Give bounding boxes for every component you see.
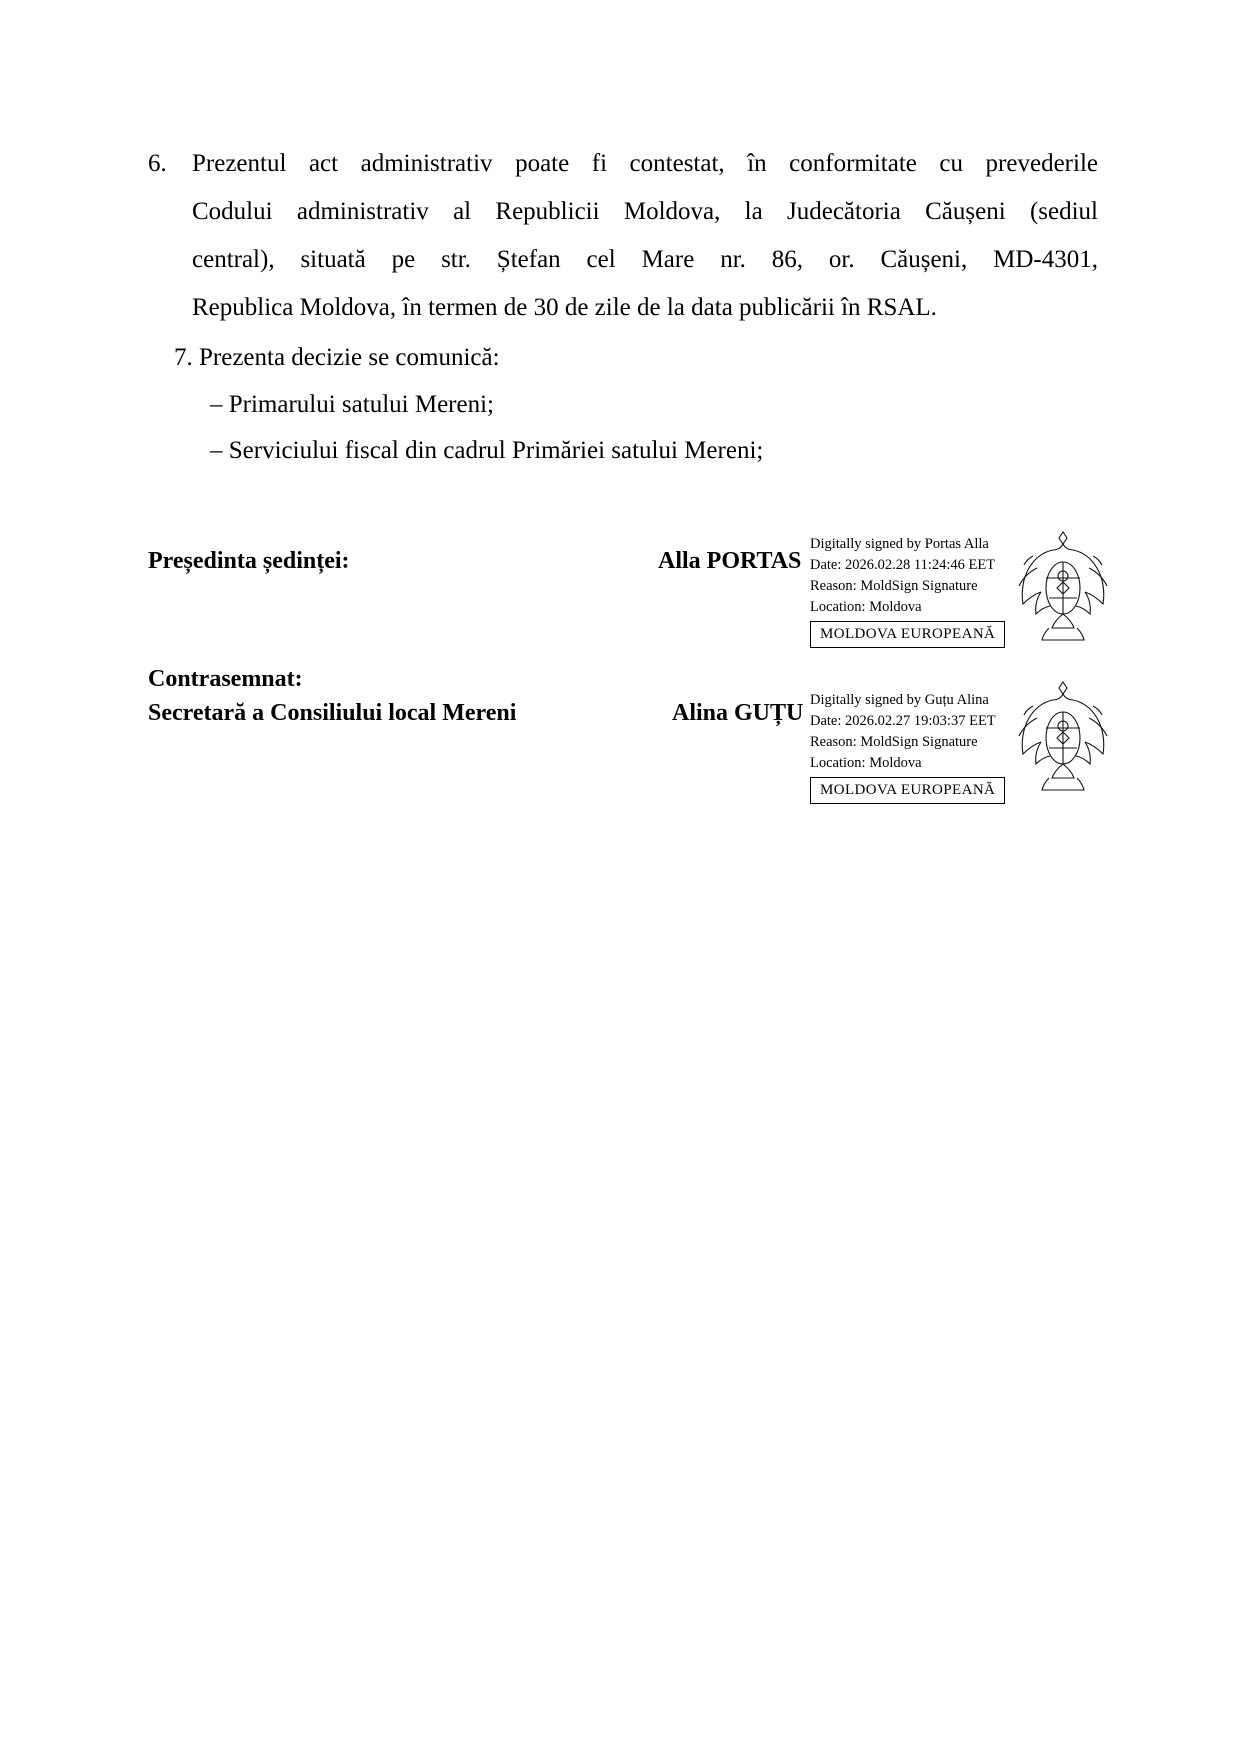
list-item-6-marker: 6. [148, 150, 167, 177]
signature-reason: Reason: MoldSign Signature [810, 734, 978, 750]
signature-badge: MOLDOVA EUROPEANĂ [810, 621, 1005, 648]
list-item-6-text [192, 140, 1098, 332]
list-item-6 [148, 140, 1098, 332]
signature-date: Date: 2026.02.27 19:03:37 EET [810, 713, 996, 729]
list-item-7: 7. Prezenta decizie se comunică: [174, 344, 500, 371]
paragraph-line: Republica Moldova, în termen de 30 de zile de la data publicării în RSAL. [192, 294, 937, 321]
document-body [148, 140, 1098, 474]
signature-name-secretary: Alina GUȚU [672, 700, 804, 726]
signature-block [148, 536, 1148, 798]
signature-reason: Reason: MoldSign Signature [810, 578, 978, 594]
signature-signed-by: Digitally signed by Guțu Alina [810, 692, 989, 708]
bullet-item-2: – Serviciului fiscal din cadrul Primăriei satului Mereni; [210, 437, 764, 464]
signature-role-president: Președinta ședinței: [148, 548, 350, 574]
digital-signature-president [810, 534, 1005, 648]
digital-signature-secretary [810, 690, 1005, 804]
signature-name-president: Alla PORTAS [658, 548, 802, 574]
signature-badge: MOLDOVA EUROPEANĂ [810, 777, 1005, 804]
signature-signed-by: Digitally signed by Portas Alla [810, 536, 989, 552]
signature-location: Location: Moldova [810, 755, 922, 771]
signature-location: Location: Moldova [810, 599, 922, 615]
signature-date: Date: 2026.02.28 11:24:46 EET [810, 557, 996, 573]
bullet-item-1: – Primarului satului Mereni; [210, 391, 494, 418]
moldova-coat-of-arms-icon [1013, 526, 1113, 646]
signature-role-secretary: Secretară a Consiliului local Mereni [148, 700, 517, 726]
paragraph-line: Prezentul act administrativ poate fi contestat, în conformitate cu prevederile [192, 150, 1098, 177]
paragraph-line: Codului administrativ al Republicii Moldova, la Judecătoria Căușeni (sediul [192, 198, 1098, 225]
signature-role-countersigned: Contrasemnat: [148, 666, 303, 692]
paragraph-line: central), situată pe str. Ștefan cel Mare nr. 86, or. Căușeni, MD-4301, [192, 246, 1098, 273]
moldova-coat-of-arms-icon [1013, 676, 1113, 796]
